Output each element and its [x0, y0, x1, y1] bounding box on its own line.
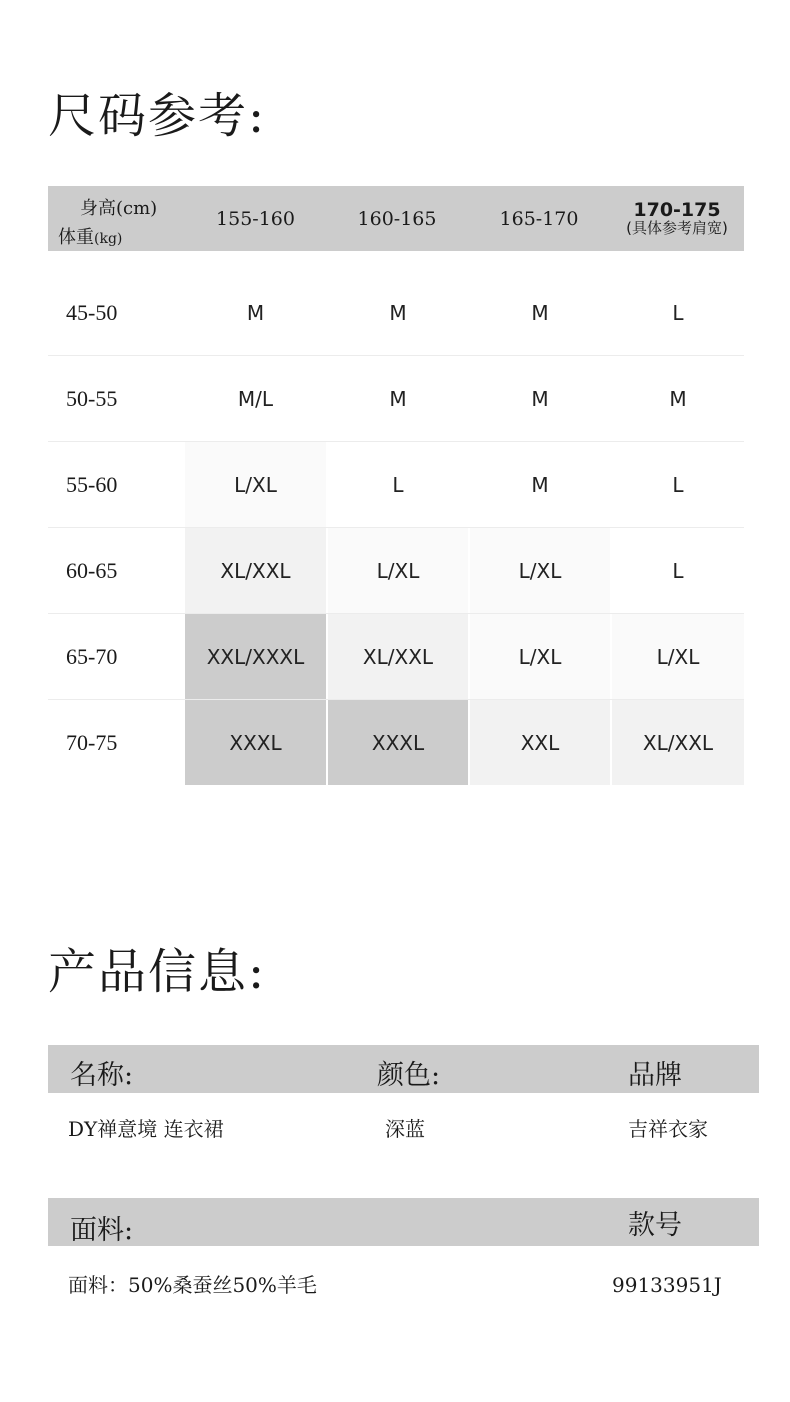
color-label: 颜色:	[377, 1060, 441, 1091]
header-corner	[48, 186, 185, 251]
brand-label: 品牌	[628, 1060, 682, 1091]
table-row	[48, 528, 744, 614]
size-cell: L	[612, 442, 744, 527]
table-row	[48, 442, 744, 528]
weight-range-label: 55-60	[66, 471, 118, 497]
size-chart-header	[48, 186, 744, 251]
size-cell: M	[185, 270, 326, 355]
size-cell: XL/XXL	[185, 528, 326, 613]
table-row	[48, 700, 744, 785]
size-cell: XL/XXL	[612, 700, 744, 785]
header-shoulder-note: (具体参考肩宽)	[626, 218, 728, 237]
size-cell: M	[470, 270, 610, 355]
size-cell: XXXL	[185, 700, 326, 785]
header-height-col	[610, 198, 744, 237]
fabric-label: 面料:	[70, 1215, 134, 1246]
style-number-value: 99133951J	[612, 1273, 722, 1297]
header-height-col: 155-160	[216, 207, 295, 230]
name-value: DY禅意境 连衣裙	[68, 1117, 224, 1141]
size-cell: M	[470, 356, 610, 441]
table-row	[48, 614, 744, 700]
style-number-label: 款号	[628, 1210, 682, 1241]
size-cell: L/XL	[185, 442, 326, 527]
table-row	[48, 356, 744, 442]
fabric-value: 面料：50%桑蚕丝50%羊毛	[68, 1273, 317, 1297]
size-cell: L/XL	[470, 614, 610, 699]
size-cell: M/L	[185, 356, 326, 441]
size-cell: XXL/XXXL	[185, 614, 326, 699]
header-height-col: 160-165	[357, 207, 437, 230]
info-header-bar	[48, 1045, 759, 1093]
size-cell: L	[328, 442, 468, 527]
size-cell: M	[470, 442, 610, 527]
weight-range-label: 65-70	[66, 643, 118, 669]
header-height-range: 170-175	[633, 198, 721, 221]
table-row	[48, 270, 744, 356]
size-cell: XXL	[470, 700, 610, 785]
size-chart-table	[48, 186, 744, 785]
size-cell: M	[328, 356, 468, 441]
weight-axis-label	[58, 223, 122, 249]
size-cell: M	[328, 270, 468, 355]
size-cell: XL/XXL	[328, 614, 468, 699]
weight-range-label: 60-65	[66, 557, 118, 583]
name-label: 名称:	[70, 1060, 134, 1091]
weight-label-text: 体重	[58, 227, 94, 248]
color-value: 深蓝	[385, 1117, 425, 1141]
size-chart-body	[48, 270, 744, 785]
size-cell: L	[612, 270, 744, 355]
header-height-col: 165-170	[499, 207, 579, 230]
brand-value: 吉祥衣家	[628, 1117, 708, 1141]
weight-range-label: 50-55	[66, 385, 118, 411]
weight-range-label: 45-50	[66, 299, 118, 325]
size-cell: L/XL	[328, 528, 468, 613]
height-axis-label: 身高(cm)	[80, 198, 158, 219]
size-cell: L/XL	[470, 528, 610, 613]
size-chart-title: 尺码参考:	[48, 88, 267, 144]
size-cell: M	[612, 356, 744, 441]
size-cell: L	[612, 528, 744, 613]
weight-range-label: 70-75	[66, 729, 118, 755]
weight-unit: (kg)	[94, 231, 123, 247]
size-cell: XXXL	[328, 700, 468, 785]
fabric-header-bar	[48, 1198, 759, 1246]
size-cell: L/XL	[612, 614, 744, 699]
product-info-title: 产品信息:	[48, 944, 267, 1000]
